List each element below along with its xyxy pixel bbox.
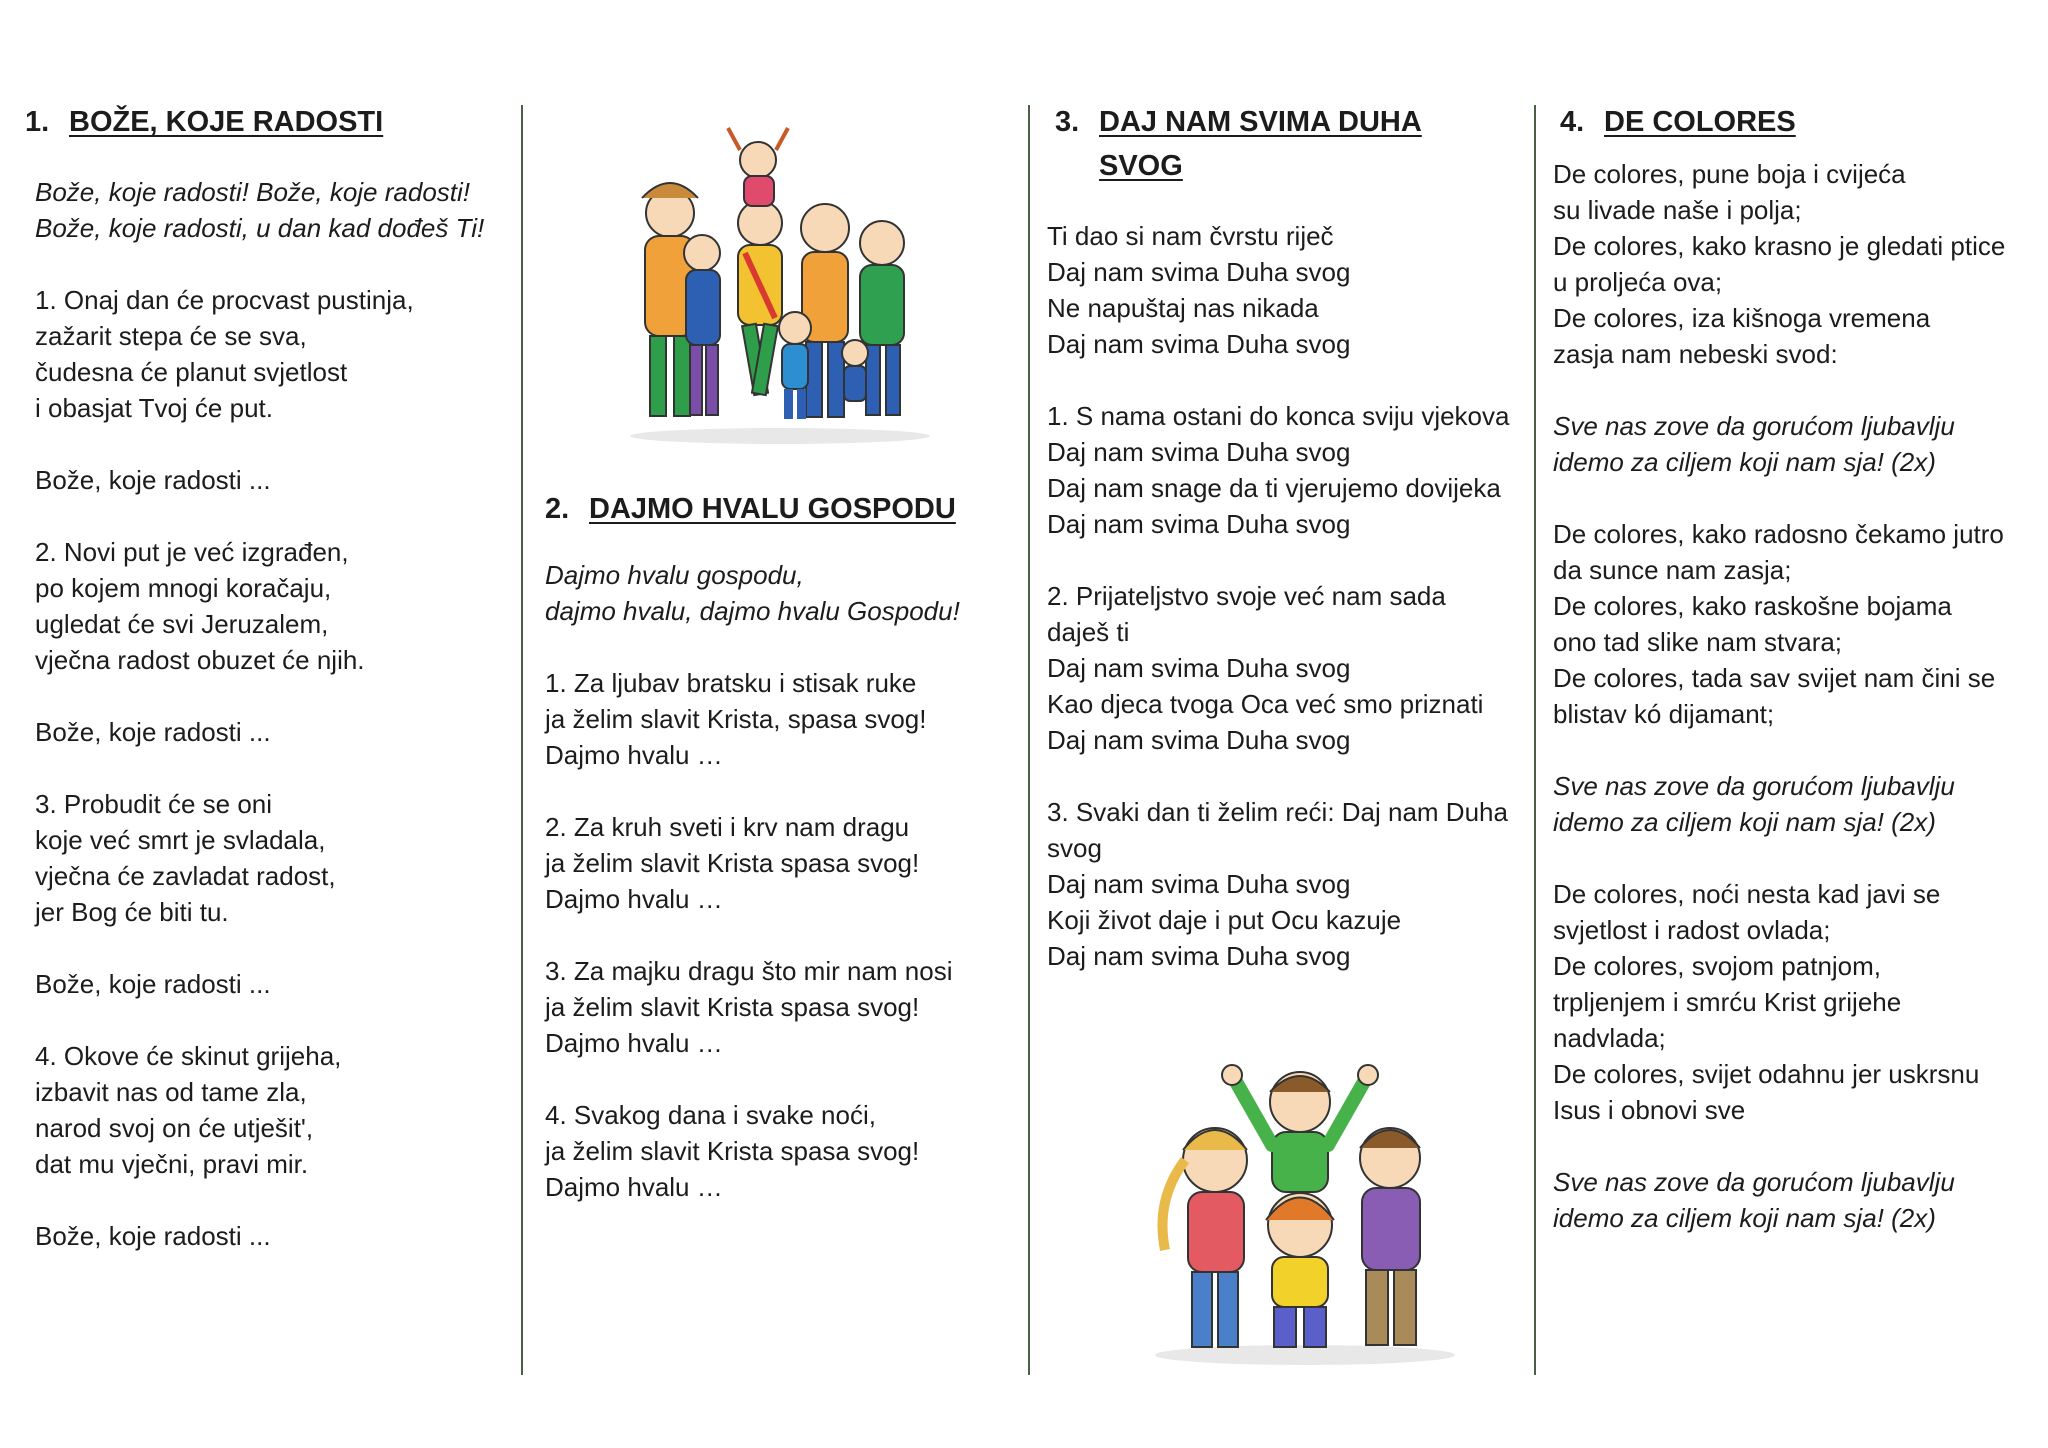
song-column-1	[25, 100, 505, 1254]
lyric-line: zasja nam nebeski svod:	[1553, 339, 1838, 369]
blank-line	[35, 1002, 505, 1038]
song-number: 3.	[1055, 106, 1080, 138]
lyric-line: De colores, pune boja i cvijeća	[1553, 159, 1906, 189]
song-lyrics	[1047, 218, 1525, 974]
lyric-line: trpljenjem i smrću Krist grijehe	[1553, 987, 1902, 1017]
blank-line	[35, 750, 505, 786]
blank-line	[1553, 840, 2035, 876]
song-title-1	[25, 100, 505, 144]
blank-line	[1553, 372, 2035, 408]
song-title-text: BOŽE, KOJE RADOSTI	[69, 106, 384, 138]
lyric-line: svjetlost i radost ovlada;	[1553, 915, 1831, 945]
lyric-line: Bože, koje radosti ...	[35, 717, 271, 747]
song-number: 4.	[1560, 106, 1585, 138]
blank-line	[1047, 758, 1525, 794]
blank-line	[1047, 542, 1525, 578]
lyric-line: De colores, kako krasno je gledati ptice	[1553, 231, 2006, 261]
song-number: 1.	[25, 106, 50, 138]
lyric-line: ono tad slike nam stvara;	[1553, 627, 1843, 657]
lyric-line: idemo za ciljem koji nam sja! (2x)	[1553, 1203, 1936, 1233]
blank-line	[1553, 732, 2035, 768]
lyric-line: vječna će zavladat radost,	[35, 861, 336, 891]
song-title-3	[1055, 100, 1525, 188]
lyric-line: Bože, koje radosti! Bože, koje radosti!	[35, 177, 471, 207]
lyric-line: Dajmo hvalu …	[545, 1028, 723, 1058]
lyric-line: čudesna će planut svjetlost	[35, 357, 348, 387]
blank-line	[1553, 480, 2035, 516]
lyric-line: i obasjat Tvoj će put.	[35, 393, 273, 423]
blank-line	[545, 917, 1015, 953]
lyric-line: ja želim slavit Krista, spasa svog!	[545, 704, 927, 734]
blank-line	[35, 678, 505, 714]
lyric-line: Daj nam svima Duha svog	[1047, 653, 1351, 683]
lyric-line: De colores, kako radosno čekamo jutro	[1553, 519, 2004, 549]
lyric-line: De colores, tada sav svijet nam čini se	[1553, 663, 1996, 693]
lyric-line: 3. Svaki dan ti želim reći: Daj nam Duha	[1047, 797, 1508, 827]
lyric-line: Ti dao si nam čvrstu riječ	[1047, 221, 1334, 251]
lyric-line: svog	[1047, 833, 1102, 863]
column-divider-1	[521, 105, 523, 1375]
lyric-line: De colores, kako raskošne bojama	[1553, 591, 1952, 621]
lyric-line: blistav kó dijamant;	[1553, 699, 1775, 729]
lyric-line: idemo za ciljem koji nam sja! (2x)	[1553, 447, 1936, 477]
lyric-line: De colores, iza kišnoga vremena	[1553, 303, 1931, 333]
blank-line	[35, 498, 505, 534]
lyric-line: da sunce nam zasja;	[1553, 555, 1792, 585]
lyric-line: ugledat će svi Jeruzalem,	[35, 609, 329, 639]
lyric-line: 1. Za ljubav bratsku i stisak ruke	[545, 668, 917, 698]
lyric-line: Daj nam svima Duha svog	[1047, 509, 1351, 539]
lyric-line: Daj nam svima Duha svog	[1047, 941, 1351, 971]
song-lyrics	[35, 174, 505, 1254]
song-column-4	[1553, 100, 2035, 1236]
lyric-line: Isus i obnovi sve	[1553, 1095, 1746, 1125]
lyric-line: nadvlada;	[1553, 1023, 1666, 1053]
lyric-line: Daj nam svima Duha svog	[1047, 257, 1351, 287]
lyric-line: 3. Za majku dragu što mir nam nosi	[545, 956, 953, 986]
song-title-2	[545, 487, 1015, 531]
lyric-line: idemo za ciljem koji nam sja! (2x)	[1553, 807, 1936, 837]
song-lyrics	[1553, 156, 2035, 1236]
lyric-line: izbavit nas od tame zla,	[35, 1077, 307, 1107]
lyric-line: zažarit stepa će se sva,	[35, 321, 307, 351]
lyric-line: Bože, koje radosti ...	[35, 1221, 271, 1251]
lyric-line: Daj nam svima Duha svog	[1047, 869, 1351, 899]
blank-line	[1553, 1128, 2035, 1164]
blank-line	[545, 1061, 1015, 1097]
lyric-line: Dajmo hvalu …	[545, 740, 723, 770]
lyric-line: jer Bog će biti tu.	[35, 897, 229, 927]
lyric-line: dajmo hvalu, dajmo hvalu Gospodu!	[545, 596, 960, 626]
song-number: 2.	[545, 493, 570, 525]
lyric-line: Dajmo hvalu …	[545, 884, 723, 914]
lyric-line: 2. Prijateljstvo svoje već nam sada	[1047, 581, 1446, 611]
blank-line	[545, 629, 1015, 665]
lyric-line: 2. Za kruh sveti i krv nam dragu	[545, 812, 910, 842]
blank-line	[35, 246, 505, 282]
song-column-2	[545, 487, 1015, 1205]
lyric-line: ja želim slavit Krista spasa svog!	[545, 848, 920, 878]
blank-line	[35, 930, 505, 966]
lyric-line: 1. S nama ostani do konca sviju vjekova	[1047, 401, 1510, 431]
lyric-line: Sve nas zove da gorućom ljubavlju	[1553, 771, 1955, 801]
blank-line	[35, 426, 505, 462]
lyric-line: 4. Svakog dana i svake noći,	[545, 1100, 876, 1130]
lyric-line: Daj nam svima Duha svog	[1047, 725, 1351, 755]
lyric-line: 3. Probudit će se oni	[35, 789, 273, 819]
lyric-line: Sve nas zove da gorućom ljubavlju	[1553, 1167, 1955, 1197]
lyric-line: Ne napuštaj nas nikada	[1047, 293, 1319, 323]
lyric-line: De colores, svijet odahnu jer uskrsnu	[1553, 1059, 1980, 1089]
lyric-line: koje već smrt je svladala,	[35, 825, 326, 855]
column-divider-2	[1028, 105, 1030, 1375]
blank-line	[1047, 362, 1525, 398]
lyric-line: De colores, noći nesta kad javi se	[1553, 879, 1941, 909]
song-title-text: DE COLORES	[1604, 106, 1796, 138]
lyric-line: narod svoj on će utješit',	[35, 1113, 314, 1143]
lyric-line: Kao djeca tvoga Oca već smo priznati	[1047, 689, 1484, 719]
lyric-line: Daj nam svima Duha svog	[1047, 329, 1351, 359]
family-group-illustration-icon	[620, 118, 940, 448]
lyric-line: ja želim slavit Krista spasa svog!	[545, 992, 920, 1022]
song-column-3	[1047, 100, 1525, 974]
lyric-line: u proljeća ova;	[1553, 267, 1723, 297]
lyric-line: Sve nas zove da gorućom ljubavlju	[1553, 411, 1955, 441]
column-divider-3	[1534, 105, 1536, 1375]
song-title-line-1: DAJ NAM SVIMA DUHA	[1099, 106, 1422, 138]
lyric-line: daješ ti	[1047, 617, 1130, 647]
lyric-line: Dajmo hvalu gospodu,	[545, 560, 804, 590]
lyric-line: Daj nam snage da ti vjerujemo dovijeka	[1047, 473, 1501, 503]
lyric-line: ja želim slavit Krista spasa svog!	[545, 1136, 920, 1166]
lyric-line: po kojem mnogi koračaju,	[35, 573, 332, 603]
lyric-line: 2. Novi put je već izgrađen,	[35, 537, 349, 567]
lyric-line: 4. Okove će skinut grijeha,	[35, 1041, 342, 1071]
song-lyrics	[545, 557, 1015, 1205]
blank-line	[35, 1182, 505, 1218]
lyric-line: Daj nam svima Duha svog	[1047, 437, 1351, 467]
lyric-line: Bože, koje radosti ...	[35, 969, 271, 999]
blank-line	[545, 773, 1015, 809]
lyric-line: vječna radost obuzet će njih.	[35, 645, 365, 675]
lyric-line: De colores, svojom patnjom,	[1553, 951, 1882, 981]
song-title-line-2: SVOG	[1099, 150, 1183, 182]
song-title-text: DAJMO HVALU GOSPODU	[589, 493, 956, 525]
lyric-line: su livade naše i polja;	[1553, 195, 1802, 225]
lyric-line: Bože, koje radosti ...	[35, 465, 271, 495]
lyric-line: 1. Onaj dan će procvast pustinja,	[35, 285, 414, 315]
lyric-line: Dajmo hvalu …	[545, 1172, 723, 1202]
lyric-line: Bože, koje radosti, u dan kad dođeš Ti!	[35, 213, 485, 243]
song-title-text	[1099, 100, 1422, 188]
lyric-line: dat mu vječni, pravi mir.	[35, 1149, 309, 1179]
children-group-illustration-icon	[1140, 1050, 1470, 1370]
song-title-4	[1560, 100, 2035, 144]
lyric-line: Koji život daje i put Ocu kazuje	[1047, 905, 1402, 935]
